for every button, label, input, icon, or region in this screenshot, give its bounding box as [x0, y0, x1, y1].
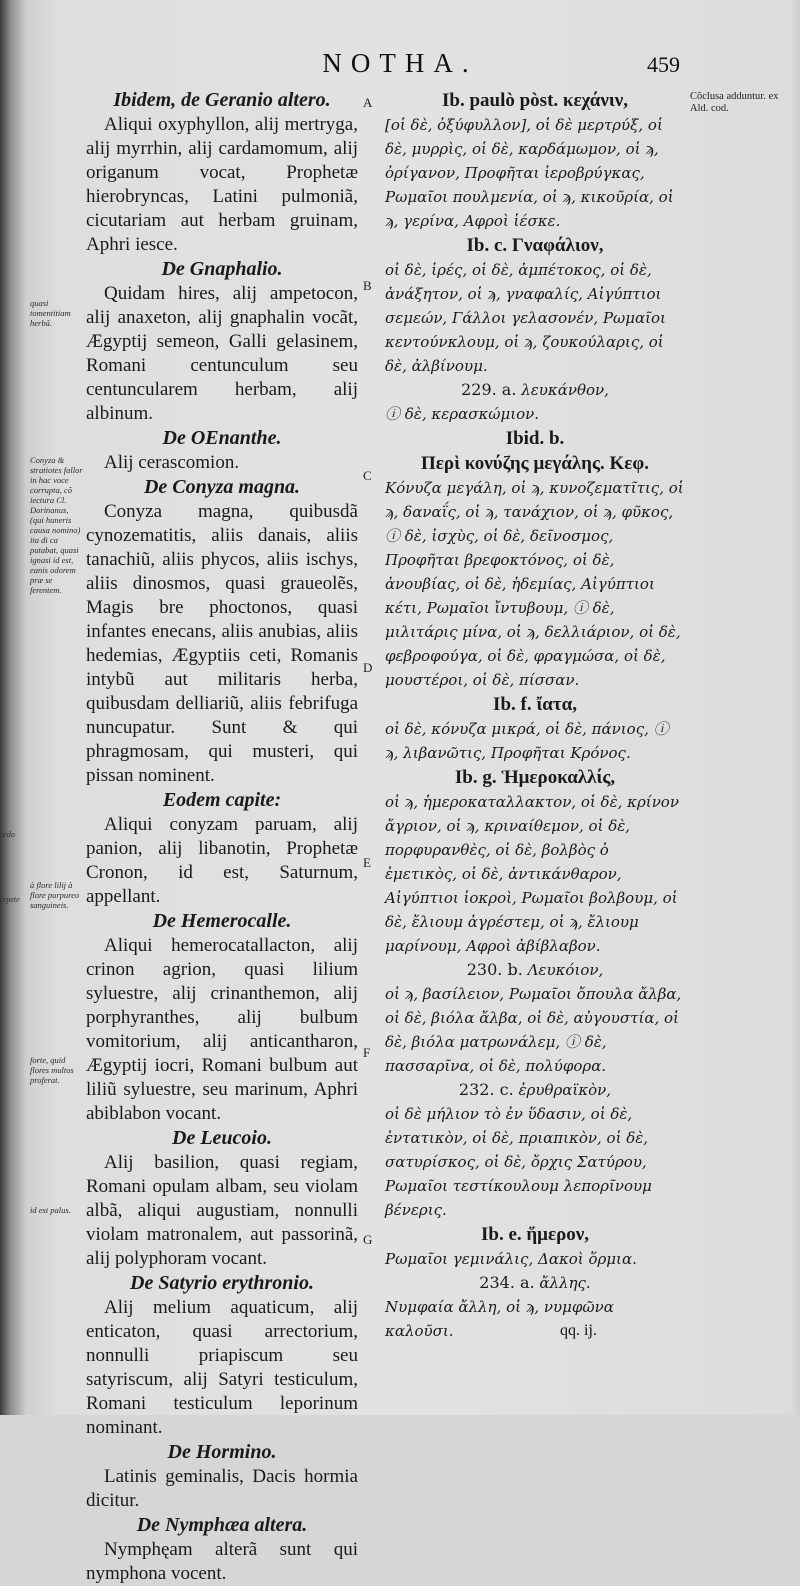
section-heading: Ib. e. ἥμερον,	[481, 1224, 589, 1245]
section-heading: Περὶ κονύζης μεγάλης. Κεφ.	[421, 453, 649, 474]
reference-number: 234. a.	[479, 1273, 535, 1292]
reference-line	[385, 1271, 685, 1295]
running-title: NOTHA.	[322, 48, 478, 78]
text-paragraph: Nymphęam alterã sunt qui nymphona vocent.	[86, 1539, 358, 1584]
section-heading: Ibid. b.	[505, 428, 565, 449]
text-paragraph: Aliqui hemerocatallacton, alij crinon agrion, quasi lilium syluestre, alij crinanthemon, alij porphyranthes, alij bulbum vomitorium, alij anticantharon, Ægyptij iocri, Romani bulbum aut liliũ syluestre, seu marinum, Aphri abiblabon vocant.	[86, 935, 358, 1124]
text-paragraph: Ρωμαῖοι γεμινάλις, Δακοὶ ὅρμια.	[385, 1250, 637, 1268]
text-paragraph: οἱ δὲ, ἱρές, οἱ δὲ, ἀμπέτοκος, οἱ δὲ, ἀνάξητον, οἱ ϡ, γναφαλίς, Αἰγύπτιοι σεμεών, Γάλλοι γελασονέν, Ρωμαῖοι κεντούνκλουμ, οἱ ϡ, ζουκούλαρις, οἱ δὲ, ἀλβίνουμ.	[385, 261, 666, 375]
reference-number: 232. c.	[458, 1080, 514, 1099]
text-paragraph: Quidam hires, alij ampetocon, alij anaxeton, alij gnaphalin vocãt, Ægyptij semeon, Galli gelasinem, Romani centunculum seu centuncularem herbam, alij albinum.	[86, 283, 358, 424]
margin-note-right: Cõclusa adduntur. ex Ald. cod.	[690, 91, 779, 114]
section-letter: G	[363, 1232, 373, 1247]
reference-number: 230. b.	[466, 960, 523, 979]
section-heading: De Hemerocalle.	[152, 910, 292, 932]
section-heading: De Hormino.	[167, 1441, 277, 1463]
margin-note-left: quasi tomentitiam herbã.	[30, 298, 71, 328]
reference-line	[385, 1078, 685, 1102]
reference-lemma: ἐρυθραϊκὸν,	[518, 1081, 612, 1099]
section-letter: C	[363, 468, 372, 483]
text-paragraph: Aliqui oxyphyllon, alij mertryga, alij myrrhin, alij cardamomum, alij origanum vocat, Prophetæ hierobryncas, Latini pulmoniã, cicutariam aut herbam gruinam, Aphri iesce.	[86, 114, 358, 255]
margin-note-left: id est palus.	[30, 1205, 71, 1215]
section-heading: De Nymphæa altera.	[136, 1514, 308, 1536]
text-paragraph: Νυμφαία ἄλλη, οἱ ϡ, νυμφῶνα καλοῦσι.	[385, 1298, 614, 1340]
text-paragraph: οἱ δὲ μήλιον τὸ ἐν ὕδασιν, οἱ δὲ, ἐντατικὸν, οἱ δὲ, πριαπικὸν, οἱ δὲ, σατυρίσκος, οἱ δὲ, ὄρχις Σατύρου, Ρωμαῖοι τεστίκουλουμ λεπορῖνουμ βένερις.	[385, 1105, 652, 1219]
reference-number: 229. a.	[461, 380, 517, 399]
reference-line	[385, 958, 685, 982]
section-heading: Ib. paulò pòst. κεχάνιν,	[441, 90, 629, 111]
catchword: qq. ij.	[560, 1322, 597, 1339]
text-paragraph: οἱ ϡ, ἡμεροκαταλλακτον, οἱ δὲ, κρίνον ἄγριον, οἱ ϡ, κριναίθεμον, οἱ δὲ, πορφυρανθὲς, οἱ δὲ, βολβὸς ὁ ἐμετικὸς, οἱ δὲ, ἀντικάνθαρον, Αἰγύπτιοι ἰοκροὶ, Ρωμαῖοι βολβουμ, οἱ δὲ, ἔλιουμ ἀγρέστεμ, οἱ ϡ, ἔλιουμ μαρίνουμ, Αφροὶ ἀβίβλαβον.	[385, 793, 679, 955]
section-letter: F	[363, 1045, 371, 1060]
text-paragraph: Latinis geminalis, Dacis hormia dicitur.	[86, 1466, 358, 1511]
section-heading: De Satyrio erythronio.	[130, 1272, 314, 1294]
section-heading: De Gnaphalio.	[161, 258, 283, 280]
text-paragraph: Alij basilion, quasi regiam, Romani opulam albam, seu violam albã, aliqui augustiam, nonnulli violam matronalem, aut passorinã, alij polyphoram vocant.	[86, 1152, 358, 1269]
reference-lemma: ἄλλης.	[539, 1274, 591, 1292]
section-heading: Ib. c. Γναφάλιον,	[466, 235, 604, 256]
text-paragraph: Alij melium aquaticum, alij enticaton, quasi arrectorium, nonnulli priapiscum seu satyriscum, alij Satyri testiculum, Romani testiculum leporinum nominant.	[86, 1297, 358, 1438]
margin-note-left: Conyza & stratiotes fallor in hac voce corrupta, cõ iectura Cl. Dorinanus, (qui huneris causa nomino) ita di ca putabat, quasi ignasi id est, eanis odorem præ se ferentem.	[30, 455, 83, 595]
text-paragraph: ⓘ δὲ, κερασκώμιον.	[385, 405, 540, 423]
section-letter: B	[363, 278, 372, 293]
section-letter: E	[363, 855, 371, 870]
section-heading: Eodem capite:	[162, 789, 282, 811]
section-heading: Ib. g. Ἡμεροκαλλίς,	[454, 767, 616, 788]
section-heading: De OEnanthe.	[162, 427, 282, 449]
margin-note-left: à flore lilij à flore purpureo sanguineis.	[30, 880, 80, 910]
section-heading: De Conyza magna.	[143, 476, 301, 498]
section-letter: D	[363, 660, 373, 675]
greek-column	[385, 88, 685, 1343]
section-heading: Ib. f. ἴατα,	[493, 694, 577, 715]
reference-lemma: λευκάνθον,	[521, 381, 609, 399]
latin-column	[86, 88, 358, 1586]
text-paragraph: οἱ δὲ, κόνυζα μικρά, οἱ δὲ, πάνιος, ⓘ ϡ, λιβανῶτις, Προφῆται Κρόνος.	[385, 720, 669, 762]
text-paragraph: οἱ ϡ, βασίλειον, Ρωμαῖοι ὄπουλα ἄλβα, οἱ δὲ, βιόλα ἄλβα, οἱ δὲ, αὐγουστία, οἱ δὲ, βιόλα ματρωνάλεμ, ⓘ δὲ, πασσαρῖνα, οἱ δὲ, πολύφορα.	[385, 985, 682, 1075]
reference-lemma: Λευκόιον,	[527, 961, 604, 979]
margin-note-left: forte, quid flores multos proferat.	[30, 1055, 74, 1085]
text-paragraph: Alij cerascomion.	[104, 452, 240, 473]
section-letter: A	[363, 95, 373, 110]
text-paragraph: Κόνυζα μεγάλη, οἱ ϡ, κυνοζεματῖτις, οἱ ϡ, δαναΐς, οἱ ϡ, τανάχιον, οἱ ϡ, φῦκος, ⓘ δὲ, ἰσχὺς, οἱ δὲ, δεῖνοσμος, Προφῆται βρεφοκτόνος, οἱ δὲ, ἀνουβίας, οἱ δὲ, ἡδεμίας, Αἰγύπτιοι κέτι, Ρωμαῖοι ἴντυβουμ, ⓘ δὲ, μιλιτάρις μίνα, οἱ ϡ, δελλιάριον, οἱ δὲ, φεβροφούγα, οἱ δὲ, φραγμώσα, οἱ δὲ, μουστέροι, οἱ δὲ, πίσσαν.	[385, 479, 684, 689]
page-number: 459	[647, 52, 680, 77]
edge-note: repete	[0, 895, 20, 904]
text-paragraph: [οἱ δὲ, ὀξύφυλλον], οἱ δὲ μερτρύξ, οἱ δὲ, μυρρὶς, οἱ δὲ, καρδάμωμον, οἱ ϡ, ὀρίγανον, Προφῆται ἱεροβρύγκας, Ρωμαῖοι πουλμενία, οἱ ϡ, κικοῦρία, οἱ ϡ, γερίνα, Αφροὶ ἱέσκε.	[385, 116, 674, 230]
text-paragraph: Conyza magna, quibusdã cynozematitis, aliis danais, aliis tanachiũ, aliis phycos, aliis ischys, aliis dinosmos, quasi graueolẽs, Magis bre phoctonos, quasi infantes enecans, aliis anubias, aliis hedemias, Ægyptiis ceti, Romanis intybũ aut militaris herba, quibusdam delliariũ, aliis febrifuga nuncupatur. Sunt & qui phragmosam, qui musteri, qui pissan nominent.	[86, 501, 358, 786]
edge-note: ordo	[0, 830, 15, 839]
reference-line	[385, 378, 685, 402]
text-paragraph: Aliqui conyzam paruam, alij panion, alij libanotin, Prophetæ Cronon, id est, Saturnum, appellant.	[86, 814, 358, 907]
section-heading: De Leucoio.	[172, 1127, 272, 1149]
section-heading: Ibidem, de Geranio altero.	[113, 89, 331, 111]
